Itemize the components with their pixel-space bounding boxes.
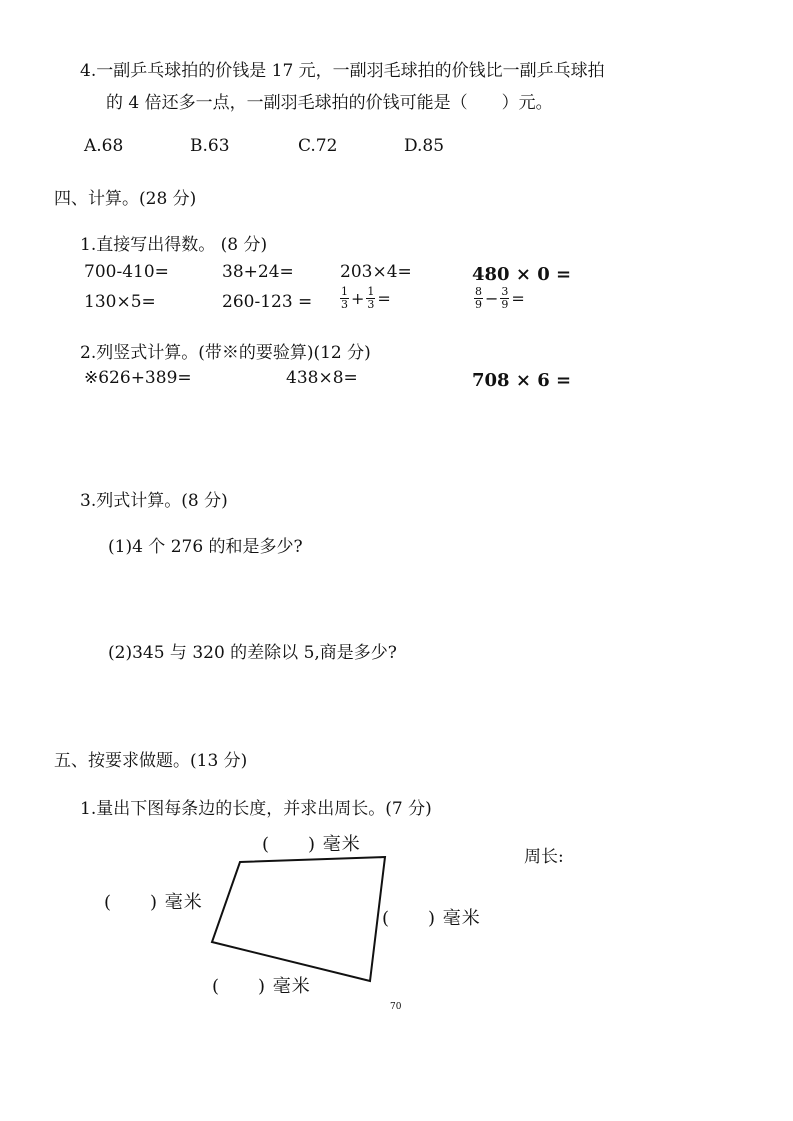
section4-p2-title: 2.列竖式计算。(带※的要验算)(12 分) xyxy=(80,343,371,363)
frac-3-9: $\frac{3}{9}$ xyxy=(501,285,509,311)
q4-option-c: C.72 xyxy=(298,136,338,156)
calc-480x0: 480 × 0 = xyxy=(472,264,572,285)
vertical-calc-708x6: 708 × 6 = xyxy=(472,370,572,391)
perimeter-label: 周长: xyxy=(524,847,564,867)
right-side-label: ( ) 毫米 xyxy=(382,908,481,929)
section5-title: 五、按要求做题。(13 分) xyxy=(54,751,248,771)
vertical-calc-438x8: 438×8= xyxy=(286,368,358,388)
q4-line2: 的 4 倍还多一点，一副羽毛球拍的价钱可能是（ ）元。 xyxy=(106,93,553,113)
section4-title: 四、计算。(28 分) xyxy=(54,189,197,209)
top-side-label: ( ) 毫米 xyxy=(262,834,361,855)
section4-p1-title: 1.直接写出得数。 (8 分) xyxy=(80,235,268,255)
frac-addition: $\frac{1}{3}$ + $\frac{1}{3}$ = xyxy=(341,285,391,311)
word-calc-q1: (1)4 个 276 的和是多少? xyxy=(108,537,303,557)
q4-option-a: A.68 xyxy=(84,136,124,156)
vertical-calc-626-389: ※626+389= xyxy=(84,368,192,388)
frac-subtraction: $\frac{8}{9}$ − $\frac{3}{9}$ = xyxy=(475,285,525,311)
calc-38-24: 38+24= xyxy=(222,262,294,282)
left-side-label: ( ) 毫米 xyxy=(104,892,203,913)
section4-p3-title: 3.列式计算。(8 分) xyxy=(80,491,228,511)
section5-p1-title: 1.量出下图每条边的长度，并求出周长。(7 分) xyxy=(80,799,432,819)
frac-1-3-b: $\frac{1}{3}$ xyxy=(367,285,375,311)
frac-8-9: $\frac{8}{9}$ xyxy=(475,285,482,311)
calc-260-123: 260-123 = xyxy=(222,292,313,312)
q4-option-d: D.85 xyxy=(404,136,445,156)
page-number: 70 xyxy=(390,1002,402,1012)
bottom-side-label: ( ) 毫米 xyxy=(212,976,311,997)
frac-1-3-a: $\frac{1}{3}$ xyxy=(341,285,348,311)
q4-option-b: B.63 xyxy=(190,136,230,156)
q4-line1: 4.一副乒乓球拍的价钱是 17 元，一副羽毛球拍的价钱比一副乒乓球拍 xyxy=(80,61,605,81)
quadrilateral xyxy=(212,857,385,981)
calc-700-410: 700-410= xyxy=(84,262,169,282)
calc-203x4: 203×4= xyxy=(340,262,412,282)
word-calc-q2: (2)345 与 320 的差除以 5,商是多少? xyxy=(108,643,397,663)
calc-130x5: 130×5= xyxy=(84,292,156,312)
